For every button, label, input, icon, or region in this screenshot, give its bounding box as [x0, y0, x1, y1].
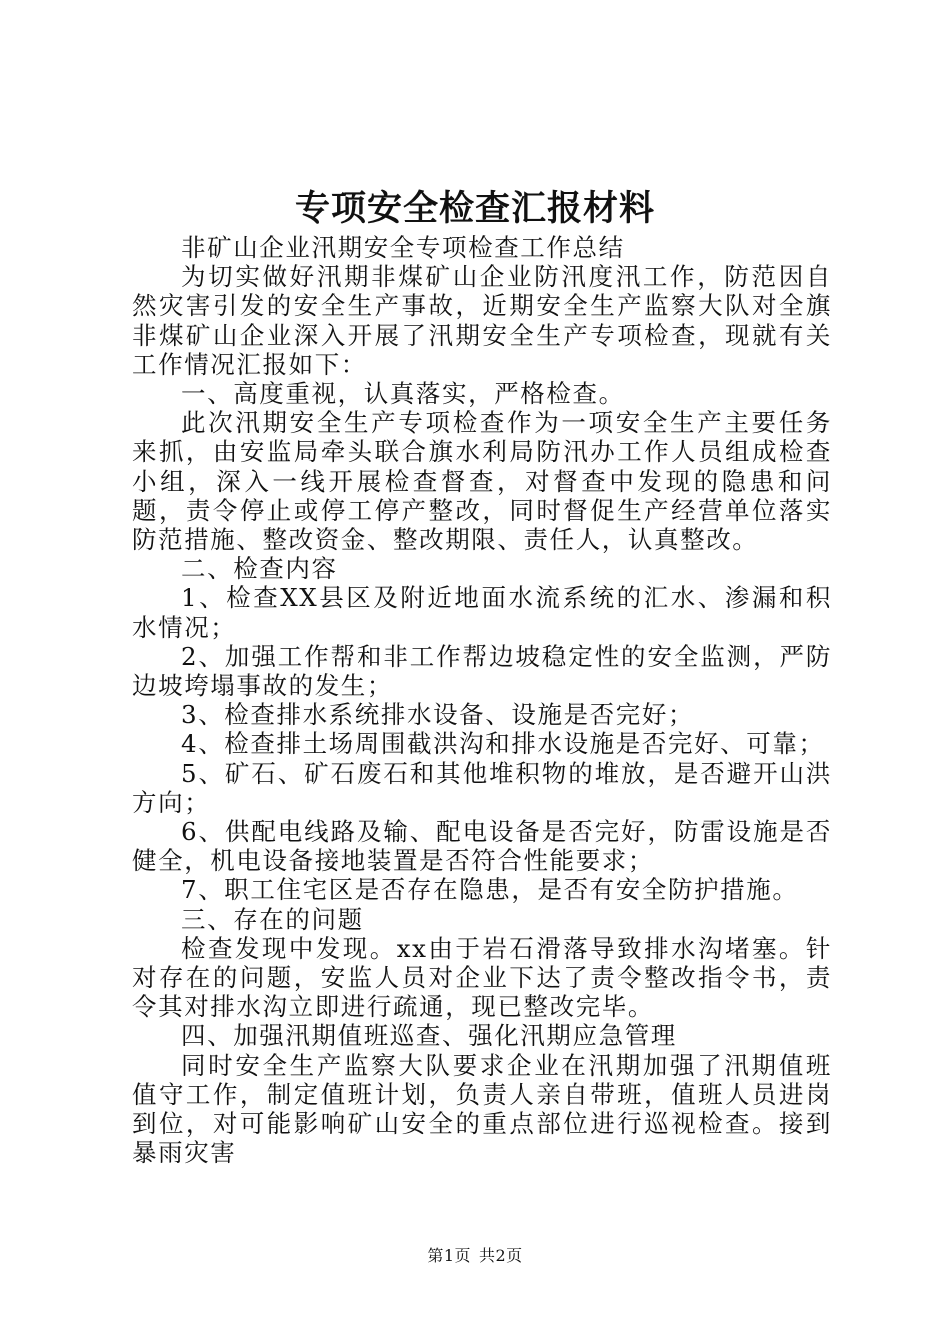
- list-item: 1、检查XX县区及附近地面水流系统的汇水、渗漏和积水情况；: [132, 583, 832, 642]
- section-heading-2: 二、检查内容: [181, 554, 338, 584]
- section-heading-4: 四、加强汛期值班巡查、强化汛期应急管理: [181, 1021, 677, 1051]
- paragraph-section-1: 此次汛期安全生产专项检查作为一项安全生产主要任务来抓，由安监局牵头联合旗水利局防汛办工作人员组成检查小组，深入一线开展检查督查，对督查中发现的隐患和问题，责令停止或停工停产整改，同时督促生产经营单位落实防范措施、整改资金、整改期限、责任人，认真整改。: [132, 408, 832, 555]
- paragraph-subtitle: 非矿山企业汛期安全专项检查工作总结: [181, 233, 625, 262]
- document-title: 专项安全检查汇报材料: [294, 188, 655, 229]
- list-item: 7、职工住宅区是否存在隐患，是否有安全防护措施。: [181, 875, 799, 905]
- page-total: 共2页: [479, 1246, 523, 1265]
- document-body: [132, 233, 832, 1168]
- list-item: 2、加强工作帮和非工作帮边坡稳定性的安全监测，严防边坡垮塌事故的发生；: [132, 641, 832, 701]
- section-heading-1: 一、高度重视，认真落实，严格检查。: [181, 379, 625, 409]
- section-heading-3: 三、存在的问题: [181, 904, 364, 934]
- paragraph-section-4: 同时安全生产监察大队要求企业在汛期加强了汛期值班值守工作，制定值班计划，负责人亲自带班，值班人员进岗到位，对可能影响矿山安全的重点部位进行巡视检查。接到暴雨灾害: [132, 1050, 832, 1168]
- list-item: 5、矿石、矿石废石和其他堆积物的堆放，是否避开山洪方向；: [132, 758, 832, 817]
- list-item: 6、供配电线路及输、配电设备是否完好，防雷设施是否健全，机电设备接地装置是否符合性能要求；: [132, 817, 832, 876]
- paragraph-section-3: 检查发现中发现。xx由于岩石滑落导致排水沟堵塞。针对存在的问题，安监人员对企业下达了责令整改指令书，责令其对排水沟立即进行疏通，现已整改完毕。: [132, 933, 832, 1022]
- page-footer: [0, 1244, 950, 1268]
- paragraph-intro: 为切实做好汛期非煤矿山企业防汛度汛工作，防范因自然灾害引发的安全生产事故，近期安全生产监察大队对全旗非煤矿山企业深入开展了汛期安全生产专项检查，现就有关工作情况汇报如下：: [132, 262, 832, 379]
- list-item: 3、检查排水系统排水设备、设施是否完好；: [181, 700, 695, 730]
- list-item: 4、检查排土场周围截洪沟和排水设施是否完好、可靠；: [181, 729, 825, 759]
- page-number: 第1页: [427, 1246, 471, 1265]
